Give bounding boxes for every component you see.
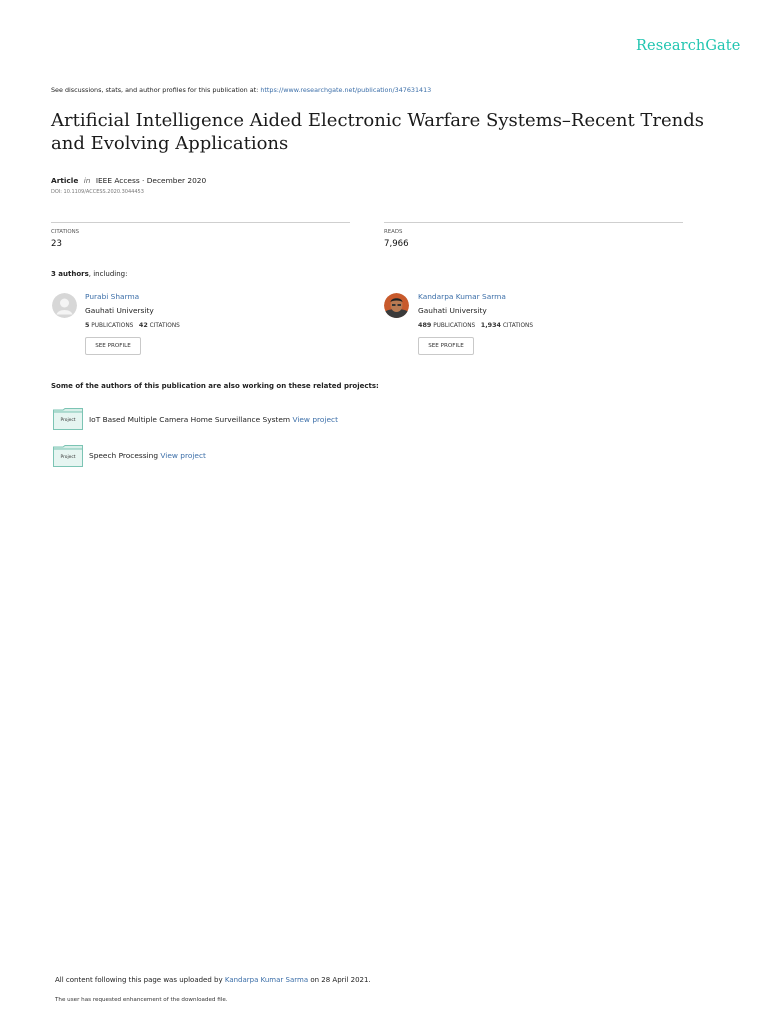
project-icon-label: Project — [60, 455, 76, 460]
project-folder-icon — [53, 445, 83, 471]
project-name: IoT Based Multiple Camera Home Surveillance System — [89, 415, 291, 424]
project-name: Speech Processing — [89, 451, 159, 460]
researchgate-logo[interactable]: ResearchGate — [636, 38, 741, 54]
view-project-link[interactable]: View project — [160, 451, 206, 460]
project-item — [89, 415, 338, 424]
related-projects-heading: Some of the authors of this publication are also working on these related projects: — [51, 382, 379, 390]
project-icon-label: Project — [60, 418, 76, 423]
citations-count: 1,934 — [480, 321, 501, 329]
author-stats — [85, 321, 180, 329]
author-stats — [418, 321, 533, 329]
reads-value: 7,966 — [384, 239, 409, 249]
citations-value: 23 — [51, 239, 62, 249]
upload-prefix: All content following this page was uploaded by — [55, 976, 223, 984]
citations-label: CITATIONS — [149, 323, 180, 329]
see-profile-button[interactable]: SEE PROFILE — [418, 337, 474, 355]
view-project-link[interactable]: View project — [292, 415, 338, 424]
upload-notice — [55, 976, 371, 984]
default-avatar-icon[interactable] — [52, 293, 77, 318]
article-doi: DOI: 10.1109/ACCESS.2020.3044453 — [51, 189, 144, 195]
author-name-link[interactable]: Purabi Sharma — [85, 292, 140, 301]
authors-suffix: , including: — [88, 270, 128, 278]
publications-label: PUBLICATIONS — [91, 323, 134, 329]
reads-label: READS — [384, 229, 403, 235]
see-profile-button[interactable]: SEE PROFILE — [85, 337, 141, 355]
in-label: in — [83, 176, 91, 185]
article-title: Artificial Intelligence Aided Electronic Warfare Systems–Recent Trends and Evolving Applications — [51, 110, 705, 154]
article-meta — [51, 176, 206, 185]
publication-url-link[interactable]: https://www.researchgate.net/publication/347631413 — [260, 86, 432, 94]
project-item — [89, 451, 206, 460]
author-affiliation: Gauhati University — [418, 306, 487, 315]
divider — [51, 222, 350, 223]
photo-avatar-icon[interactable] — [384, 293, 409, 318]
authors-heading — [51, 270, 127, 278]
upload-suffix: on 28 April 2021. — [310, 976, 371, 984]
publications-label: PUBLICATIONS — [433, 323, 476, 329]
citations-count: 42 — [138, 321, 148, 329]
venue-date: IEEE Access · December 2020 — [95, 176, 207, 185]
uploader-link[interactable]: Kandarpa Kumar Sarma — [224, 976, 309, 984]
publications-count: 489 — [418, 321, 432, 329]
article-type: Article — [51, 176, 79, 185]
see-discussions-line — [51, 86, 431, 94]
divider — [384, 222, 683, 223]
see-discussions-text: See discussions, stats, and author profiles for this publication at: — [51, 86, 259, 94]
project-folder-icon — [53, 408, 83, 434]
author-affiliation: Gauhati University — [85, 306, 154, 315]
citations-label: CITATIONS — [51, 229, 80, 235]
citations-label: CITATIONS — [502, 323, 534, 329]
author-name-link[interactable]: Kandarpa Kumar Sarma — [418, 292, 506, 301]
authors-count: 3 authors — [51, 270, 89, 278]
publications-count: 5 — [85, 321, 90, 329]
enhancement-note: The user has requested enhancement of the downloaded file. — [55, 997, 228, 1003]
